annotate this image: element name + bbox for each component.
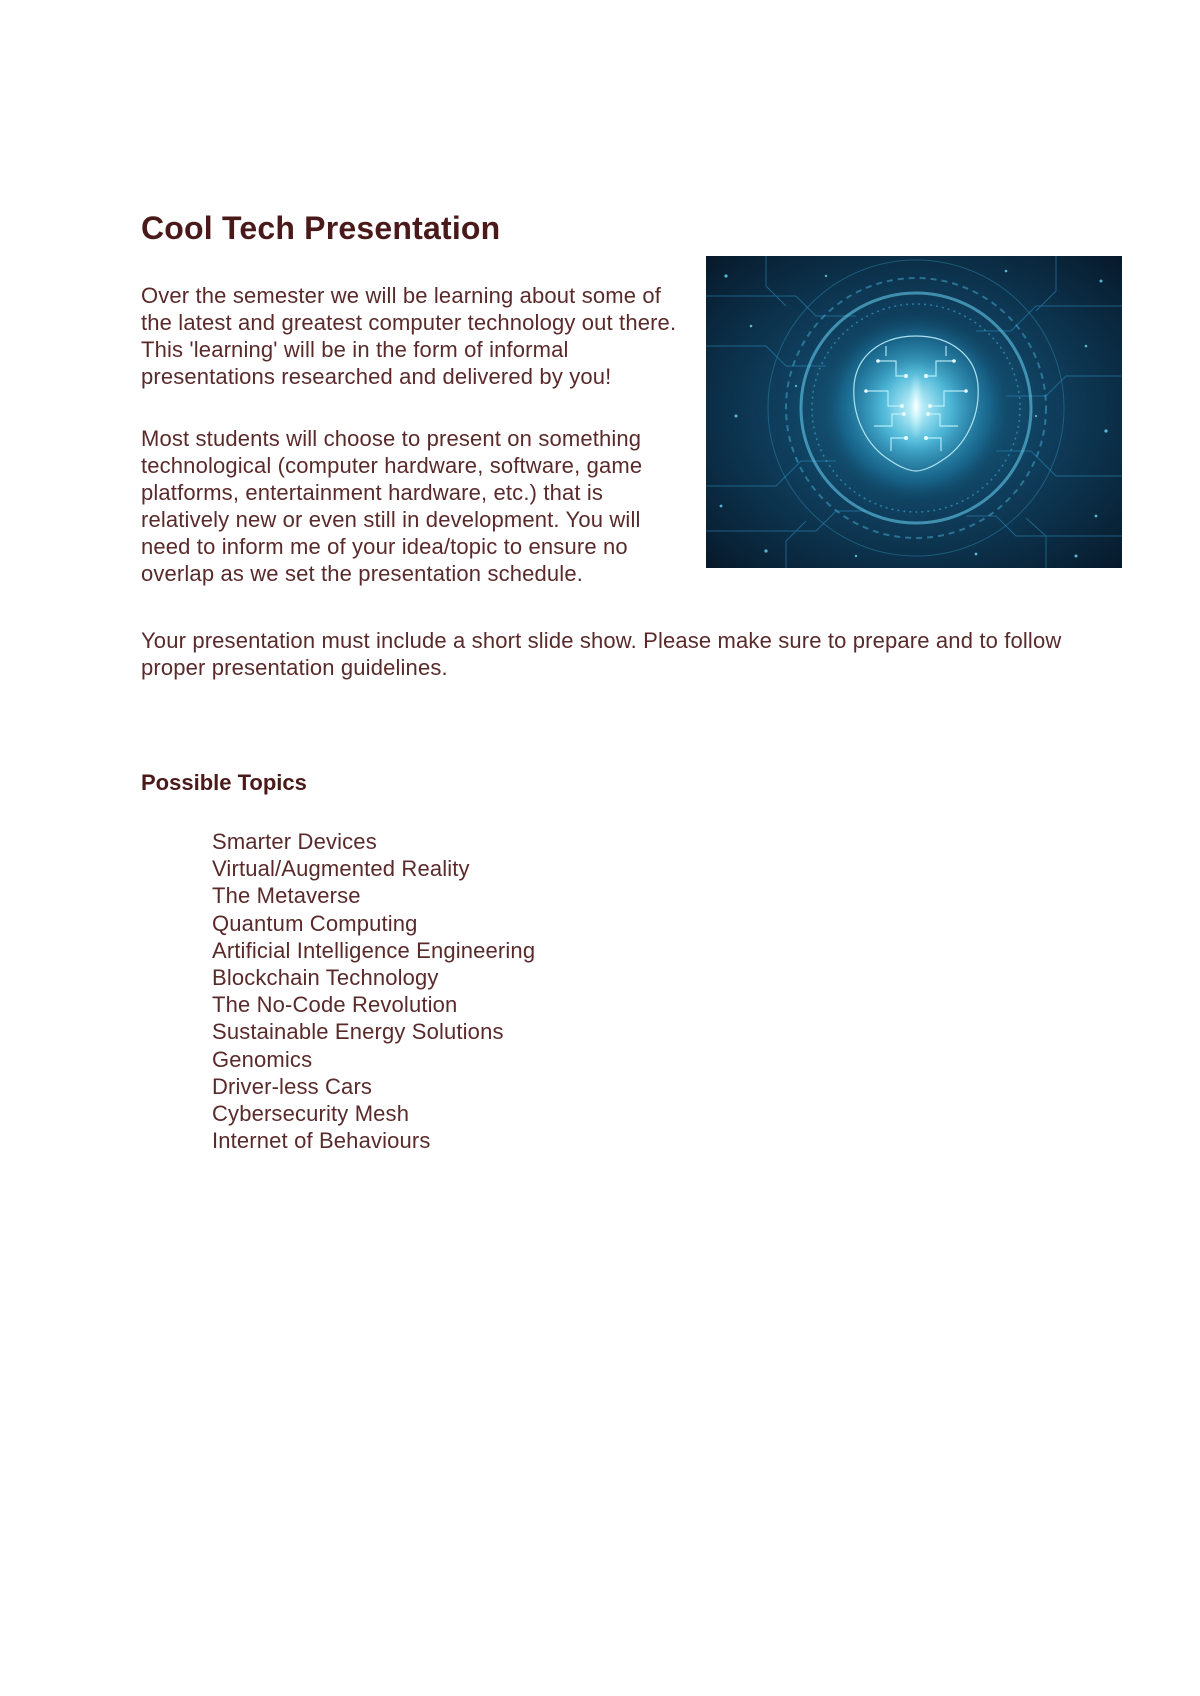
slideshow-paragraph: Your presentation must include a short slide show. Please make sure to prepare and to follow proper presentation guidelines. bbox=[141, 628, 1062, 680]
topic-item: Sustainable Energy Solutions bbox=[212, 1019, 504, 1045]
topics-heading: Possible Topics bbox=[141, 770, 307, 795]
topic-item: Smarter Devices bbox=[212, 829, 377, 854]
topic-item: Blockchain Technology bbox=[212, 965, 439, 991]
topic-item: The Metaverse bbox=[212, 883, 361, 909]
topics-list bbox=[212, 828, 535, 1154]
topic-item: Quantum Computing bbox=[212, 910, 418, 936]
topic-item: Artificial Intelligence Engineering bbox=[212, 937, 536, 963]
intro-section bbox=[141, 282, 686, 622]
topic-item: Virtual/Augmented Reality bbox=[212, 856, 470, 882]
topic-item: Cybersecurity Mesh bbox=[212, 1101, 410, 1127]
circuit-brain-image bbox=[706, 256, 1122, 568]
topic-item: Internet of Behaviours bbox=[212, 1128, 431, 1154]
topic-item: The No-Code Revolution bbox=[212, 992, 458, 1018]
page-title: Cool Tech Presentation bbox=[141, 210, 501, 246]
intro-paragraph-1: Over the semester we will be learning about some of the latest and greatest computer technology out there. This 'learning' will be in the form of informal presentations researched and delivered by you! bbox=[141, 283, 677, 389]
intro-paragraph-2: Most students will choose to present on something technological (computer hardware, software, game platforms, entertainment hardware, etc.) that is relatively new or even still in development. You will need to inform me of your idea/topic to ensure no overlap as we set the presentation schedule. bbox=[141, 426, 643, 586]
topic-item: Driver-less Cars bbox=[212, 1073, 373, 1099]
topic-item: Genomics bbox=[212, 1046, 313, 1072]
